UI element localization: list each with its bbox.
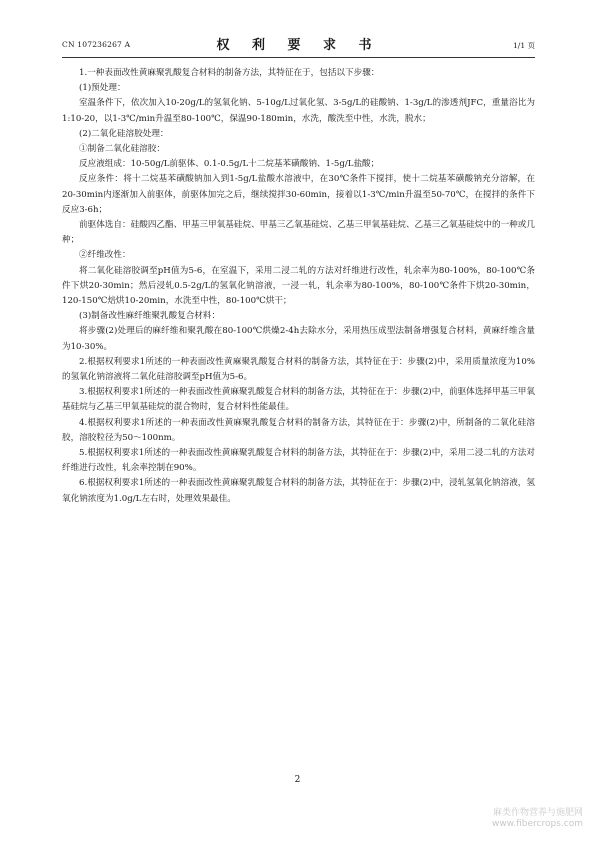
page-info: 1/1 页	[513, 41, 535, 50]
page-number: 2	[294, 775, 301, 785]
claims-body	[62, 66, 535, 507]
header-rule	[62, 57, 535, 58]
claim-paragraph: 将步骤(2)处理后的麻纤维和聚乳酸在80-100℃烘燥2-4h去除水分，采用热压成型法制备增强复合材料，黄麻纤维含量为10-30%。	[62, 326, 535, 352]
claim-paragraph: 4.根据权利要求1所述的一种表面改性黄麻聚乳酸复合材料的制备方法，其特征在于：步骤(2)中，所制备的二氧化硅溶胶，溶胶粒径为50～100nm。	[62, 417, 535, 443]
claim-paragraph: 室温条件下，依次加入10-20g/L的氢氧化钠、5-10g/L过氧化氢、3-5g/L的硅酸钠、1-3g/L的渗透剂JFC，重量浴比为1:10-20，以1-3℃/min升温至80-100℃，保温90-180min，水洗，酸洗至中性，水洗，脱水；	[62, 98, 535, 124]
watermark	[492, 808, 583, 830]
claim-paragraph: 6.根据权利要求1所述的一种表面改性黄麻聚乳酸复合材料的制备方法，其特征在于：步骤(2)中，浸轧氢氧化钠溶液，氢氧化钠浓度为1.0g/L左右时，处理效果最佳。	[62, 478, 535, 504]
page-header	[62, 34, 535, 56]
watermark-line-1: 麻类作物营养与施肥网	[492, 808, 583, 818]
claim-paragraph: 前驱体选自：硅酸四乙酯、甲基三甲氧基硅烷、甲基三乙氧基硅烷、乙基三甲氧基硅烷、乙基三乙氧基硅烷中的一种或几种；	[62, 220, 535, 246]
watermark-line-2: www.fibercrops.com	[492, 819, 583, 829]
claim-paragraph: 5.根据权利要求1所述的一种表面改性黄麻聚乳酸复合材料的制备方法，其特征在于：步骤(2)中，采用二浸二轧的方法对纤维进行改性，轧余率控制在90%。	[62, 448, 535, 474]
claim-paragraph: 反应条件：将十二烷基苯磺酸钠加入到1-5g/L盐酸水溶液中，在30℃条件下搅拌，使十二烷基苯磺酸钠充分溶解，在20-30min内逐渐加入前驱体，前驱体加完之后，继续搅拌30-60min，接着以1-3℃/min升温至50-70℃，在搅拌的条件下反应3-6h；	[62, 174, 535, 215]
claim-paragraph: 反应液组成：10-50g/L前驱体、0.1-0.5g/L十二烷基苯磺酸钠、1-5g/L盐酸；	[79, 159, 380, 170]
claim-paragraph: ①制备二氧化硅溶胶：	[79, 144, 165, 155]
section-title: 权 利 要 求 书	[216, 38, 381, 53]
document-number: CN 107236267 A	[62, 40, 131, 49]
claim-paragraph: 3.根据权利要求1所述的一种表面改性黄麻聚乳酸复合材料的制备方法，其特征在于：步骤(2)中，前驱体选择甲基三甲氧基硅烷与乙基三甲氧基硅烷的混合物时，复合材料性能最佳。	[62, 387, 535, 413]
claim-paragraph: (2)二氧化硅溶胶处理：	[79, 128, 169, 139]
claim-paragraph: ②纤维改性：	[79, 250, 131, 261]
claim-paragraph: (3)制备改性麻纤维聚乳酸复合材料：	[79, 311, 221, 322]
claim-paragraph: 1.一种表面改性黄麻聚乳酸复合材料的制备方法，其特征在于，包括以下步骤：	[79, 68, 380, 78]
claim-paragraph: 2.根据权利要求1所述的一种表面改性黄麻聚乳酸复合材料的制备方法，其特征在于：步骤(2)中，采用质量浓度为10%的氢氧化钠溶液将二氧化硅溶胶调至pH值为5-6。	[62, 356, 535, 383]
claim-paragraph: 将二氧化硅溶胶调至pH值为5-6，在室温下，采用二浸二轧的方法对纤维进行改性，轧余率为80-100%，80-100℃条件下烘20-30min；然后浸轧0.5-2g/L的氢氧化钠溶液，一浸一轧，轧余率为80-100%，80-100℃条件下烘20-30min，120-150℃焙烘10-20min，水洗至中性，80-100℃烘干；	[62, 265, 535, 307]
claim-paragraph: (1)预处理：	[79, 83, 126, 94]
